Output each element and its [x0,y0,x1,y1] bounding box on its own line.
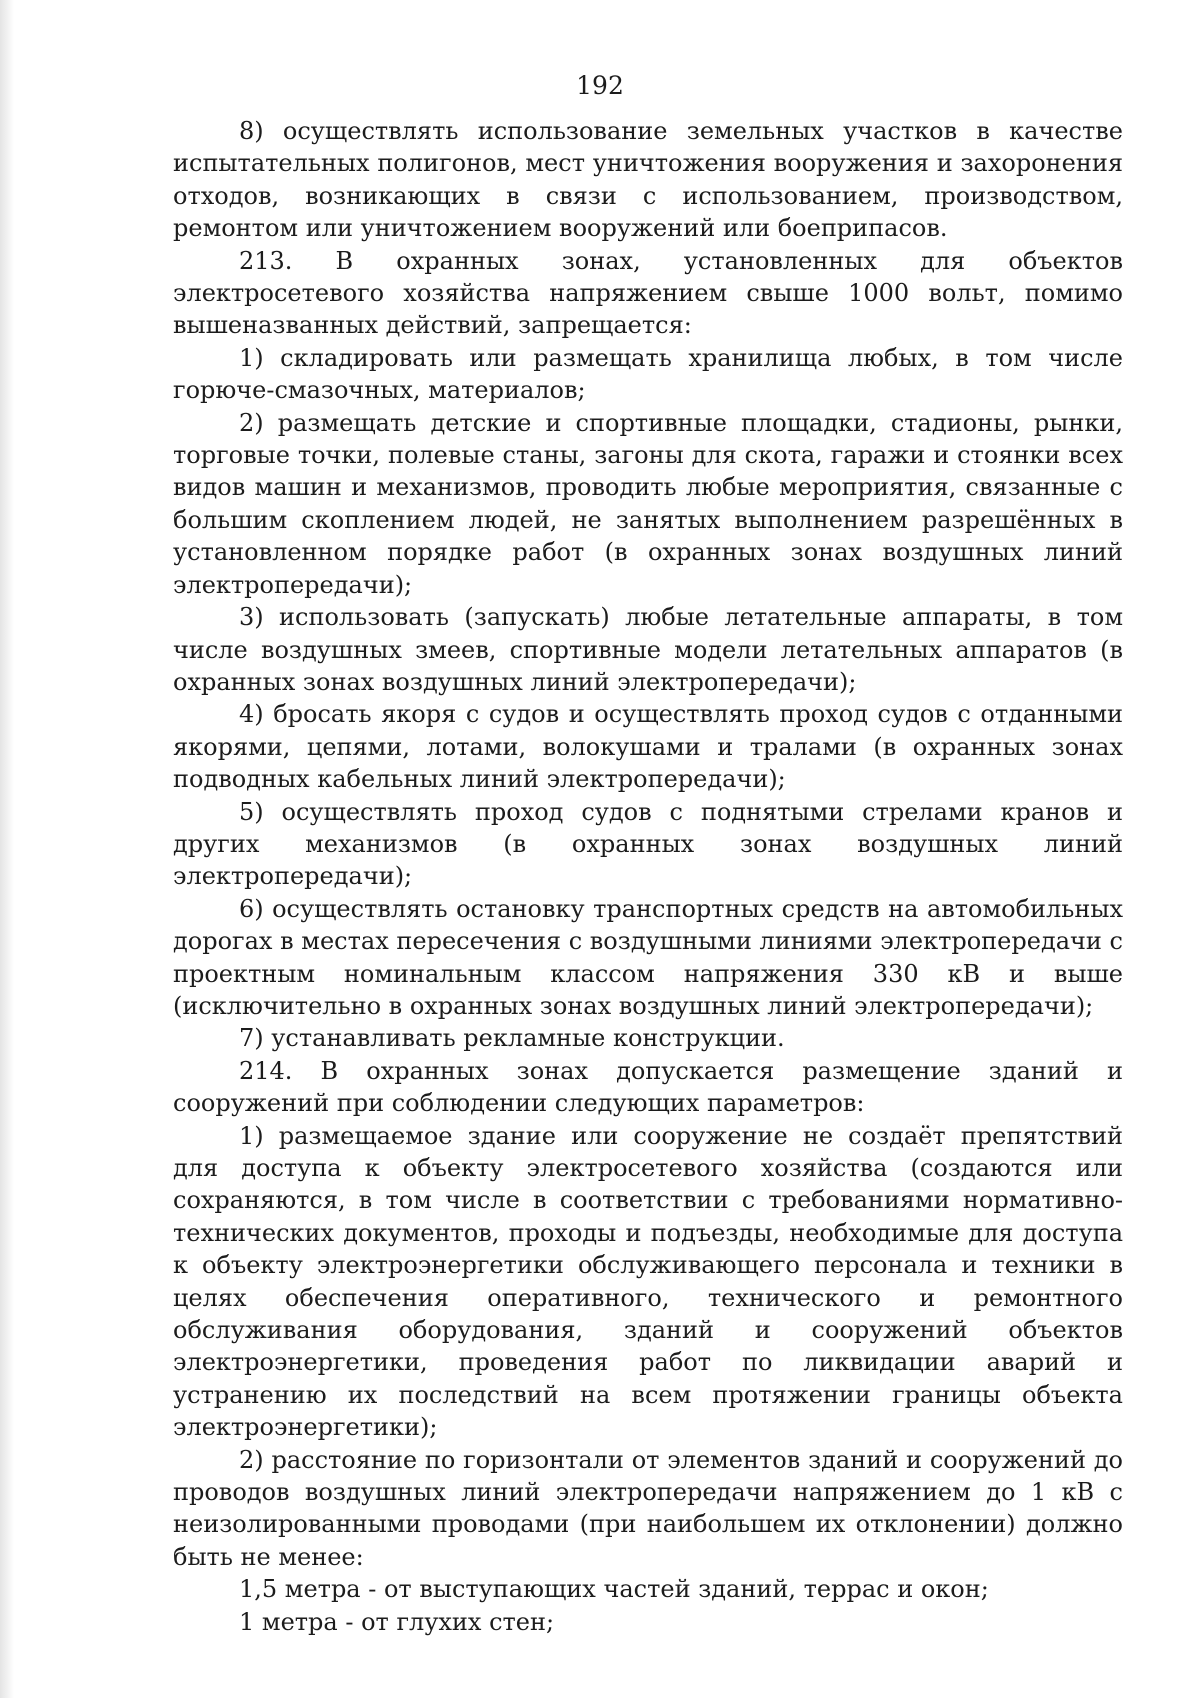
paragraph-213-item-2: 2) размещать детские и спортивные площадки, стадионы, рынки, торговые точки, полевые станы, загоны для скота, гаражи и стоянки всех видов машин и механизмов, проводить любые мероприятия, связанные с большим скоплением людей, не занятых выполнением разрешённых в установленном порядке работ (в охранных зонах воздушных линий электропередачи); [173,408,1123,599]
paragraph-214-heading: 214. В охранных зонах допускается размещение зданий и сооружений при соблюдении следующих параметров: [173,1056,1123,1118]
paragraph-214-item-2: 2) расстояние по горизонтали от элементов зданий и сооружений до проводов воздушных линий электропередачи напряжением до 1 кВ с неизолированными проводами (при наибольшем их отклонении) должно быть не менее: [173,1445,1123,1571]
paragraph-213-item-6: 6) осуществлять остановку транспортных средств на автомобильных дорогах в местах пересечения с воздушными линиями электропередачи с проектным номинальным классом напряжения 330 кВ и выше (исключительно в охранных зонах воздушных линий электропередачи); [173,894,1123,1020]
paragraph-213-item-5: 5) осуществлять проход судов с поднятыми стрелами кранов и других механизмов (в охранных зонах воздушных линий электропередачи); [173,797,1123,891]
paragraph-213-item-4: 4) бросать якоря с судов и осуществлять проход судов с отданными якорями, цепями, лотами, волокушами и тралами (в охранных зонах подводных кабельных линий электропередачи); [173,700,1123,794]
paragraph-213-item-7: 7) устанавливать рекламные конструкции. [239,1024,785,1053]
paragraph-214-item-1: 1) размещаемое здание или сооружение не создаёт препятствий для доступа к объекту электросетевого хозяйства (создаются или сохраняются, в том числе в соответствии с требованиями нормативно-технических документов, проходы и подъезды, необходимые для доступа к объекту электроэнергетики обслуживающего персонала и техники в целях обеспечения оперативного, технического и ремонтного обслуживания оборудования, зданий и сооружений объектов электроэнергетики, проведения работ по ликвидации аварий и устранению их последствий на всем протяжении границы объекта электроэнергетики); [173,1121,1123,1442]
paragraph-213-item-1: 1) складировать или размещать хранилища любых, в том числе горюче-смазочных, материалов; [173,343,1123,405]
paragraph-213-heading: 213. В охранных зонах, установленных для объектов электросетевого хозяйства напряжением свыше 1000 вольт, помимо вышеназванных действий, запрещается: [173,246,1123,340]
page-number: 192 [576,71,624,100]
paragraph-item-8-land-use: 8) осуществлять использование земельных участков в качестве испытательных полигонов, мест уничтожения вооружения и захоронения отходов, возникающих в связи с использованием, производством, ремонтом или уничтожением вооружений или боеприпасов. [173,117,1123,243]
document-body [173,115,1123,1638]
distance-line-1: 1,5 метра - от выступающих частей зданий, террас и окон; [239,1575,989,1604]
distance-line-2: 1 метра - от глухих стен; [239,1607,555,1636]
page-edge-shadow [0,0,14,1698]
paragraph-213-item-3: 3) использовать (запускать) любые летательные аппараты, в том числе воздушных змеев, спортивные модели летательных аппаратов (в охранных зонах воздушных линий электропередачи); [173,603,1123,696]
